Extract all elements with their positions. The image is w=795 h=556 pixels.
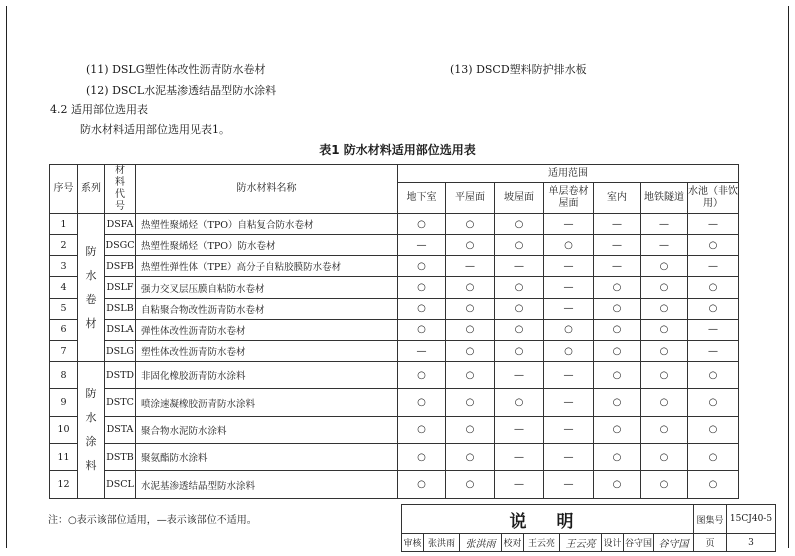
page-number: 3 xyxy=(727,534,776,552)
applicability-mark: ○ xyxy=(495,235,544,256)
applicability-mark: ○ xyxy=(398,471,446,499)
scope-header: 地下室 xyxy=(398,183,446,214)
table-row xyxy=(50,340,739,361)
material-name: 聚合物水泥防水涂料 xyxy=(136,416,398,443)
material-name: 水泥基渗透结晶型防水涂料 xyxy=(136,471,398,499)
applicability-mark: — xyxy=(641,214,688,235)
row-number: 5 xyxy=(50,298,78,319)
applicability-mark: ○ xyxy=(446,389,495,416)
applicability-mark: ○ xyxy=(594,389,641,416)
applicability-mark: ○ xyxy=(495,389,544,416)
designer-signature: 谷守国 xyxy=(654,534,694,552)
row-number: 6 xyxy=(50,319,78,340)
applicability-mark: ○ xyxy=(446,319,495,340)
material-name: 塑性体改性沥青防水卷材 xyxy=(136,340,398,361)
material-code: DSLF xyxy=(105,277,136,298)
applicability-mark: ○ xyxy=(446,340,495,361)
applicability-mark: ○ xyxy=(446,471,495,499)
scope-header: 地铁隧道 xyxy=(641,183,688,214)
applicability-mark: ○ xyxy=(641,444,688,471)
applicability-mark: — xyxy=(641,235,688,256)
check-label: 校对 xyxy=(502,534,524,552)
material-name: 非固化橡胶沥青防水涂料 xyxy=(136,362,398,389)
applicability-mark: ○ xyxy=(641,416,688,443)
row-number: 4 xyxy=(50,277,78,298)
applicability-mark: — xyxy=(495,256,544,277)
table-title: 表1 防水材料适用部位选用表 xyxy=(319,143,476,157)
applicability-mark: ○ xyxy=(398,389,446,416)
applicability-mark: — xyxy=(495,444,544,471)
title-block xyxy=(401,504,776,552)
material-code: DSLA xyxy=(105,319,136,340)
applicability-mark: — xyxy=(594,235,641,256)
row-number: 9 xyxy=(50,389,78,416)
applicability-mark: ○ xyxy=(641,471,688,499)
row-number: 7 xyxy=(50,340,78,361)
applicability-mark: ○ xyxy=(641,298,688,319)
applicability-mark: — xyxy=(495,416,544,443)
scope-header: 水池（非饮用） xyxy=(688,183,739,214)
applicability-mark: ○ xyxy=(688,416,739,443)
applicability-mark: ○ xyxy=(641,319,688,340)
applicability-mark: ○ xyxy=(688,235,739,256)
applicability-mark: ○ xyxy=(688,362,739,389)
applicability-mark: ○ xyxy=(398,256,446,277)
applicability-mark: ○ xyxy=(594,340,641,361)
applicability-mark: ○ xyxy=(446,214,495,235)
checker-name: 王云亮 xyxy=(524,534,560,552)
applicability-mark: ○ xyxy=(641,256,688,277)
material-code: DSLG xyxy=(105,340,136,361)
table-note: 注：○表示该部位适用，—表示该部位不适用。 xyxy=(48,515,257,526)
intro-item-11: (11) DSLG塑性体改性沥青防水卷材 xyxy=(86,63,266,76)
row-number: 10 xyxy=(50,416,78,443)
checker-signature: 王云亮 xyxy=(560,534,602,552)
material-code: DSFA xyxy=(105,214,136,235)
applicability-mark: ○ xyxy=(594,416,641,443)
applicability-mark: — xyxy=(495,471,544,499)
applicability-mark: ○ xyxy=(688,389,739,416)
applicability-mark: ○ xyxy=(495,277,544,298)
applicability-mark: ○ xyxy=(398,362,446,389)
applicability-mark: ○ xyxy=(544,319,594,340)
applicability-mark: ○ xyxy=(641,389,688,416)
scope-header: 单层卷材屋面 xyxy=(544,183,594,214)
header-scope: 适用范围 xyxy=(398,165,739,183)
applicability-mark: ○ xyxy=(544,235,594,256)
intro-item-13: (13) DSCD塑料防护排水板 xyxy=(450,63,587,76)
material-code: DSTC xyxy=(105,389,136,416)
reviewer-signature: 张洪雨 xyxy=(460,534,502,552)
applicability-mark: — xyxy=(398,340,446,361)
series-group: 防 水 涂 料 xyxy=(78,362,105,499)
selection-table xyxy=(49,164,739,499)
applicability-mark: ○ xyxy=(594,362,641,389)
applicability-mark: — xyxy=(544,256,594,277)
applicability-mark: ○ xyxy=(594,298,641,319)
applicability-mark: ○ xyxy=(688,298,739,319)
material-code: DSLB xyxy=(105,298,136,319)
review-label: 审核 xyxy=(402,534,424,552)
applicability-mark: — xyxy=(688,256,739,277)
applicability-mark: ○ xyxy=(446,416,495,443)
material-name: 自粘聚合物改性沥青防水卷材 xyxy=(136,298,398,319)
applicability-mark: ○ xyxy=(495,340,544,361)
applicability-mark: ○ xyxy=(495,214,544,235)
scope-header: 坡屋面 xyxy=(495,183,544,214)
applicability-mark: — xyxy=(398,235,446,256)
applicability-mark: ○ xyxy=(688,471,739,499)
series-group: 防 水 卷 材 xyxy=(78,214,105,362)
table-row xyxy=(50,256,739,277)
applicability-mark: ○ xyxy=(398,416,446,443)
table-row xyxy=(50,214,739,235)
applicability-mark: — xyxy=(594,214,641,235)
applicability-mark: — xyxy=(544,214,594,235)
table-row xyxy=(50,416,739,443)
applicability-mark: — xyxy=(688,340,739,361)
row-number: 3 xyxy=(50,256,78,277)
header-code: 材料代号 xyxy=(105,165,136,214)
applicability-mark: ○ xyxy=(446,362,495,389)
table-row xyxy=(50,362,739,389)
applicability-mark: ○ xyxy=(446,298,495,319)
material-code: DSFB xyxy=(105,256,136,277)
applicability-mark: — xyxy=(544,444,594,471)
applicability-mark: ○ xyxy=(641,340,688,361)
applicability-mark: ○ xyxy=(641,362,688,389)
material-code: DSGC xyxy=(105,235,136,256)
applicability-mark: ○ xyxy=(688,444,739,471)
material-name: 强力交叉层压膜自粘防水卷材 xyxy=(136,277,398,298)
designer-name: 谷守国 xyxy=(624,534,654,552)
table-row xyxy=(50,298,739,319)
applicability-mark: ○ xyxy=(446,444,495,471)
material-code: DSCL xyxy=(105,471,136,499)
scope-header: 室内 xyxy=(594,183,641,214)
header-series: 系列 xyxy=(78,165,105,214)
applicability-mark: — xyxy=(544,362,594,389)
material-code: DSTD xyxy=(105,362,136,389)
table-row xyxy=(50,319,739,340)
applicability-mark: ○ xyxy=(641,277,688,298)
atlas-label: 图集号 xyxy=(694,505,727,534)
material-name: 聚氨酯防水涂料 xyxy=(136,444,398,471)
row-number: 2 xyxy=(50,235,78,256)
table-row xyxy=(50,444,739,471)
applicability-mark: — xyxy=(446,256,495,277)
material-code: DSTB xyxy=(105,444,136,471)
reviewer-name: 张洪雨 xyxy=(424,534,460,552)
intro-item-12: (12) DSCL水泥基渗透结晶型防水涂料 xyxy=(86,84,277,97)
table-row xyxy=(50,389,739,416)
material-name: 热塑性弹性体（TPE）高分子自粘胶膜防水卷材 xyxy=(136,256,398,277)
applicability-mark: — xyxy=(544,389,594,416)
scope-header: 平屋面 xyxy=(446,183,495,214)
material-name: 热塑性聚烯烃（TPO）自粘复合防水卷材 xyxy=(136,214,398,235)
applicability-mark: — xyxy=(594,256,641,277)
applicability-mark: ○ xyxy=(398,319,446,340)
applicability-mark: ○ xyxy=(594,471,641,499)
header-no: 序号 xyxy=(50,165,78,214)
applicability-mark: — xyxy=(544,416,594,443)
applicability-mark: ○ xyxy=(495,319,544,340)
row-number: 11 xyxy=(50,444,78,471)
applicability-mark: ○ xyxy=(398,298,446,319)
applicability-mark: ○ xyxy=(446,277,495,298)
material-name: 喷涂速凝橡胶沥青防水涂料 xyxy=(136,389,398,416)
applicability-mark: ○ xyxy=(594,277,641,298)
row-number: 1 xyxy=(50,214,78,235)
applicability-mark: ○ xyxy=(594,319,641,340)
header-name: 防水材料名称 xyxy=(136,165,398,214)
applicability-mark: ○ xyxy=(594,444,641,471)
material-name: 热塑性聚烯烃（TPO）防水卷材 xyxy=(136,235,398,256)
table-row xyxy=(50,277,739,298)
applicability-mark: ○ xyxy=(398,214,446,235)
applicability-mark: ○ xyxy=(446,235,495,256)
applicability-mark: ○ xyxy=(544,340,594,361)
section-heading: 4.2 适用部位选用表 xyxy=(50,103,148,116)
applicability-mark: ○ xyxy=(398,277,446,298)
material-code: DSTA xyxy=(105,416,136,443)
applicability-mark: ○ xyxy=(688,277,739,298)
sheet-heading: 说 明 xyxy=(402,505,694,534)
atlas-number: 15CJ40-5 xyxy=(727,505,776,534)
table-row xyxy=(50,235,739,256)
page-label: 页 xyxy=(694,534,727,552)
applicability-mark: — xyxy=(688,319,739,340)
row-number: 8 xyxy=(50,362,78,389)
applicability-mark: — xyxy=(544,298,594,319)
applicability-mark: — xyxy=(688,214,739,235)
material-name: 弹性体改性沥青防水卷材 xyxy=(136,319,398,340)
applicability-mark: ○ xyxy=(495,298,544,319)
applicability-mark: — xyxy=(544,277,594,298)
design-label: 设计 xyxy=(602,534,624,552)
applicability-mark: — xyxy=(495,362,544,389)
row-number: 12 xyxy=(50,471,78,499)
table-row xyxy=(50,471,739,499)
applicability-mark: ○ xyxy=(398,444,446,471)
section-sentence: 防水材料适用部位选用见表1。 xyxy=(80,123,230,136)
applicability-mark: — xyxy=(544,471,594,499)
